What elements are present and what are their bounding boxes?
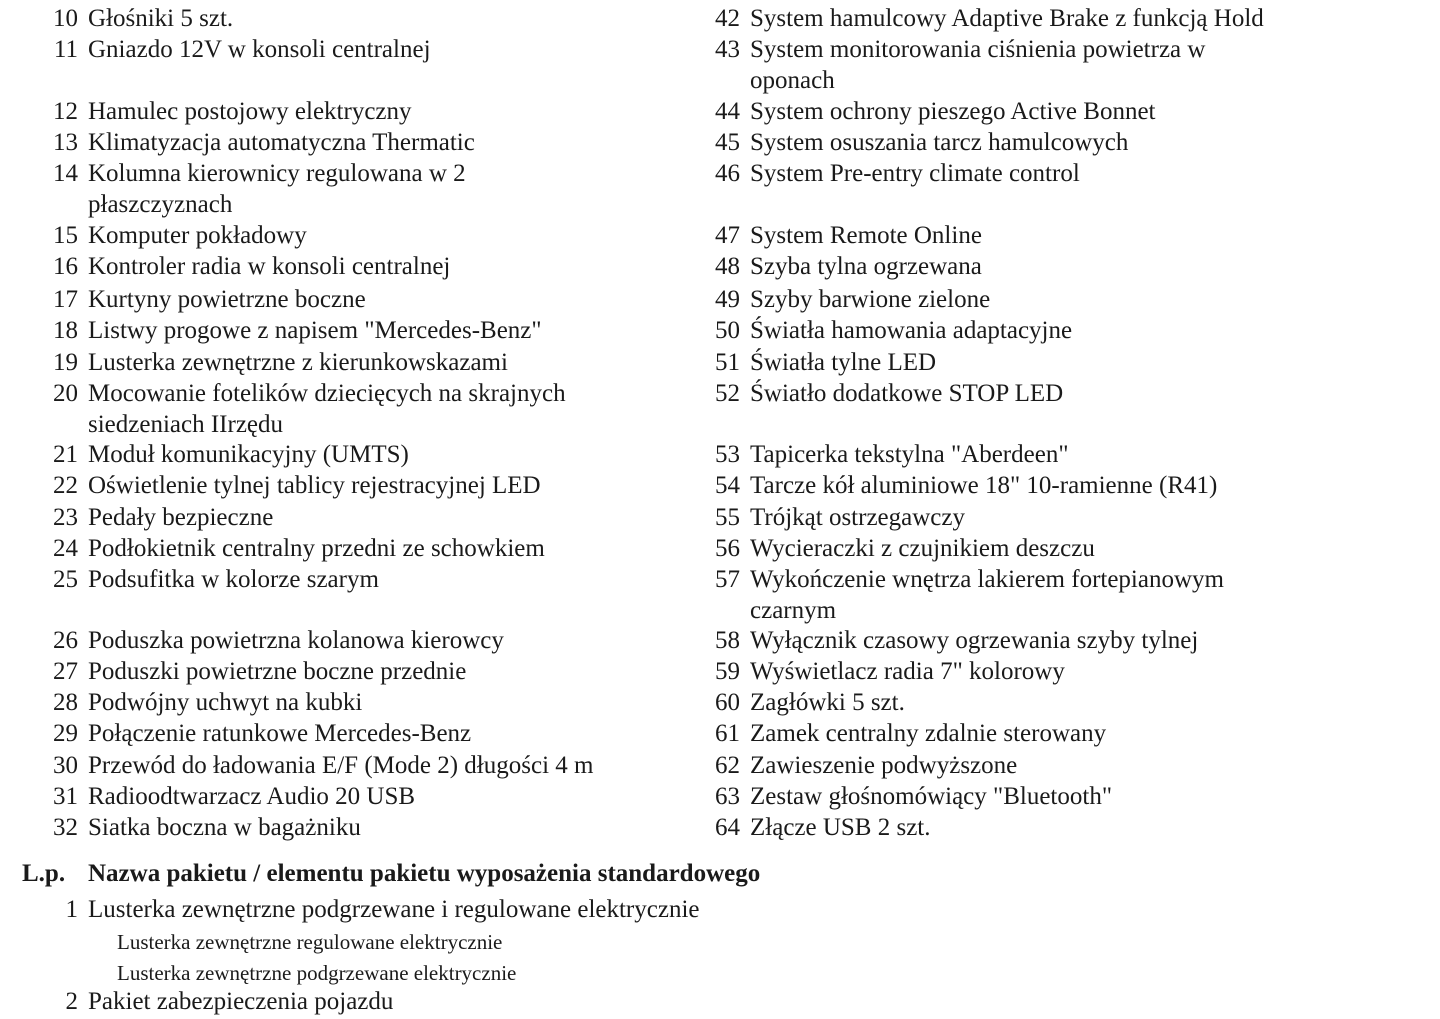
item-text-continuation: siedzeniach IIrzędu [88,411,284,438]
package-number: 2 [65,988,78,1015]
item-number: 20 [53,380,78,407]
item-text: System Remote Online [750,222,982,249]
item-text: Wyświetlacz radia 7" kolorowy [750,658,1065,685]
item-text: Wyłącznik czasowy ogrzewania szyby tylnej [750,627,1199,654]
item-number: 25 [53,566,78,593]
item-number: 64 [715,814,740,841]
item-number: 12 [53,98,78,125]
item-number: 29 [53,720,78,747]
item-number: 55 [715,504,740,531]
item-number: 58 [715,627,740,654]
item-text: Komputer pokładowy [88,222,307,249]
item-text: Zagłówki 5 szt. [750,689,905,716]
item-text: Oświetlenie tylnej tablicy rejestracyjnej LED [88,472,541,499]
item-number: 56 [715,535,740,562]
item-number: 21 [53,441,78,468]
item-number: 27 [53,658,78,685]
package-name: Pakiet zabezpieczenia pojazdu [88,988,394,1015]
item-text: Poduszki powietrzne boczne przednie [88,658,467,685]
item-text-continuation: czarnym [750,597,837,624]
item-text: Szyby barwione zielone [750,286,991,313]
package-element: Lusterka zewnętrzne podgrzewane elektrycznie [117,961,517,985]
item-text: Wycieraczki z czujnikiem deszczu [750,535,1095,562]
item-number: 43 [715,36,740,63]
item-number: 24 [53,535,78,562]
item-number: 48 [715,253,740,280]
item-number: 60 [715,689,740,716]
item-text: Mocowanie fotelików dziecięcych na skrajnych [88,380,566,407]
item-number: 14 [53,160,78,187]
item-number: 30 [53,752,78,779]
item-number: 53 [715,441,740,468]
item-text: Podsufitka w kolorze szarym [88,566,379,593]
item-text: Trójkąt ostrzegawczy [750,504,965,531]
item-text: Podwójny uchwyt na kubki [88,689,363,716]
item-text: System osuszania tarcz hamulcowych [750,129,1129,156]
item-number: 31 [53,783,78,810]
item-text: Hamulec postojowy elektryczny [88,98,412,125]
item-number: 10 [53,5,78,32]
item-text: System monitorowania ciśnienia powietrza w [750,36,1206,63]
item-number: 51 [715,349,740,376]
item-number: 62 [715,752,740,779]
item-text: Przewód do ładowania E/F (Mode 2) długości 4 m [88,752,594,779]
item-number: 57 [715,566,740,593]
item-number: 52 [715,380,740,407]
item-number: 17 [53,286,78,313]
item-text: Siatka boczna w bagażniku [88,814,361,841]
item-number: 45 [715,129,740,156]
item-number: 61 [715,720,740,747]
item-number: 59 [715,658,740,685]
item-number: 44 [715,98,740,125]
item-number: 15 [53,222,78,249]
item-text: Listwy progowe z napisem "Mercedes-Benz" [88,317,542,344]
item-text-continuation: płaszczyznach [88,191,233,218]
item-number: 54 [715,472,740,499]
lp-header: L.p. [22,860,66,887]
item-text: Szyba tylna ogrzewana [750,253,982,280]
package-number: 1 [65,896,78,923]
item-text: Tarcze kół aluminiowe 18" 10-ramienne (R41) [750,472,1218,499]
item-text: Zawieszenie podwyższone [750,752,1018,779]
item-number: 63 [715,783,740,810]
item-text: Światła tylne LED [750,349,937,376]
item-number: 50 [715,317,740,344]
item-number: 26 [53,627,78,654]
item-number: 13 [53,129,78,156]
item-text: Połączenie ratunkowe Mercedes-Benz [88,720,472,747]
item-text: Głośniki 5 szt. [88,5,234,32]
item-text: Zestaw głośnomówiący "Bluetooth" [750,783,1113,810]
item-text: Gniazdo 12V w konsoli centralnej [88,36,431,63]
item-text: System hamulcowy Adaptive Brake z funkcją Hold [750,5,1264,32]
item-number: 11 [53,36,78,63]
item-number: 49 [715,286,740,313]
item-text: Światła hamowania adaptacyjne [750,317,1073,344]
item-number: 28 [53,689,78,716]
item-text: Złącze USB 2 szt. [750,814,931,841]
item-text: Klimatyzacja automatyczna Thermatic [88,129,475,156]
item-number: 18 [53,317,78,344]
item-number: 19 [53,349,78,376]
package-element: Lusterka zewnętrzne regulowane elektrycznie [117,930,503,954]
item-number: 16 [53,253,78,280]
item-number: 23 [53,504,78,531]
item-text: Kontroler radia w konsoli centralnej [88,253,451,280]
item-text: Radioodtwarzacz Audio 20 USB [88,783,416,810]
item-text: Zamek centralny zdalnie sterowany [750,720,1107,747]
item-text-continuation: oponach [750,67,835,94]
item-text: Kolumna kierownicy regulowana w 2 [88,160,466,187]
item-text: Poduszka powietrzna kolanowa kierowcy [88,627,504,654]
item-text: Kurtyny powietrzne boczne [88,286,366,313]
item-text: Tapicerka tekstylna "Aberdeen" [750,441,1069,468]
item-number: 22 [53,472,78,499]
item-text: System Pre-entry climate control [750,160,1080,187]
item-number: 42 [715,5,740,32]
item-text: Światło dodatkowe STOP LED [750,380,1064,407]
item-number: 46 [715,160,740,187]
item-number: 47 [715,222,740,249]
item-text: Pedały bezpieczne [88,504,274,531]
package-name: Lusterka zewnętrzne podgrzewane i regulowane elektrycznie [88,896,700,923]
package-name-header: Nazwa pakietu / elementu pakietu wyposażenia standardowego [88,860,761,887]
item-text: Lusterka zewnętrzne z kierunkowskazami [88,349,508,376]
item-text: Wykończenie wnętrza lakierem fortepianowym [750,566,1224,593]
item-text: Podłokietnik centralny przedni ze schowkiem [88,535,545,562]
item-text: System ochrony pieszego Active Bonnet [750,98,1156,125]
item-number: 32 [53,814,78,841]
item-text: Moduł komunikacyjny (UMTS) [88,441,409,468]
